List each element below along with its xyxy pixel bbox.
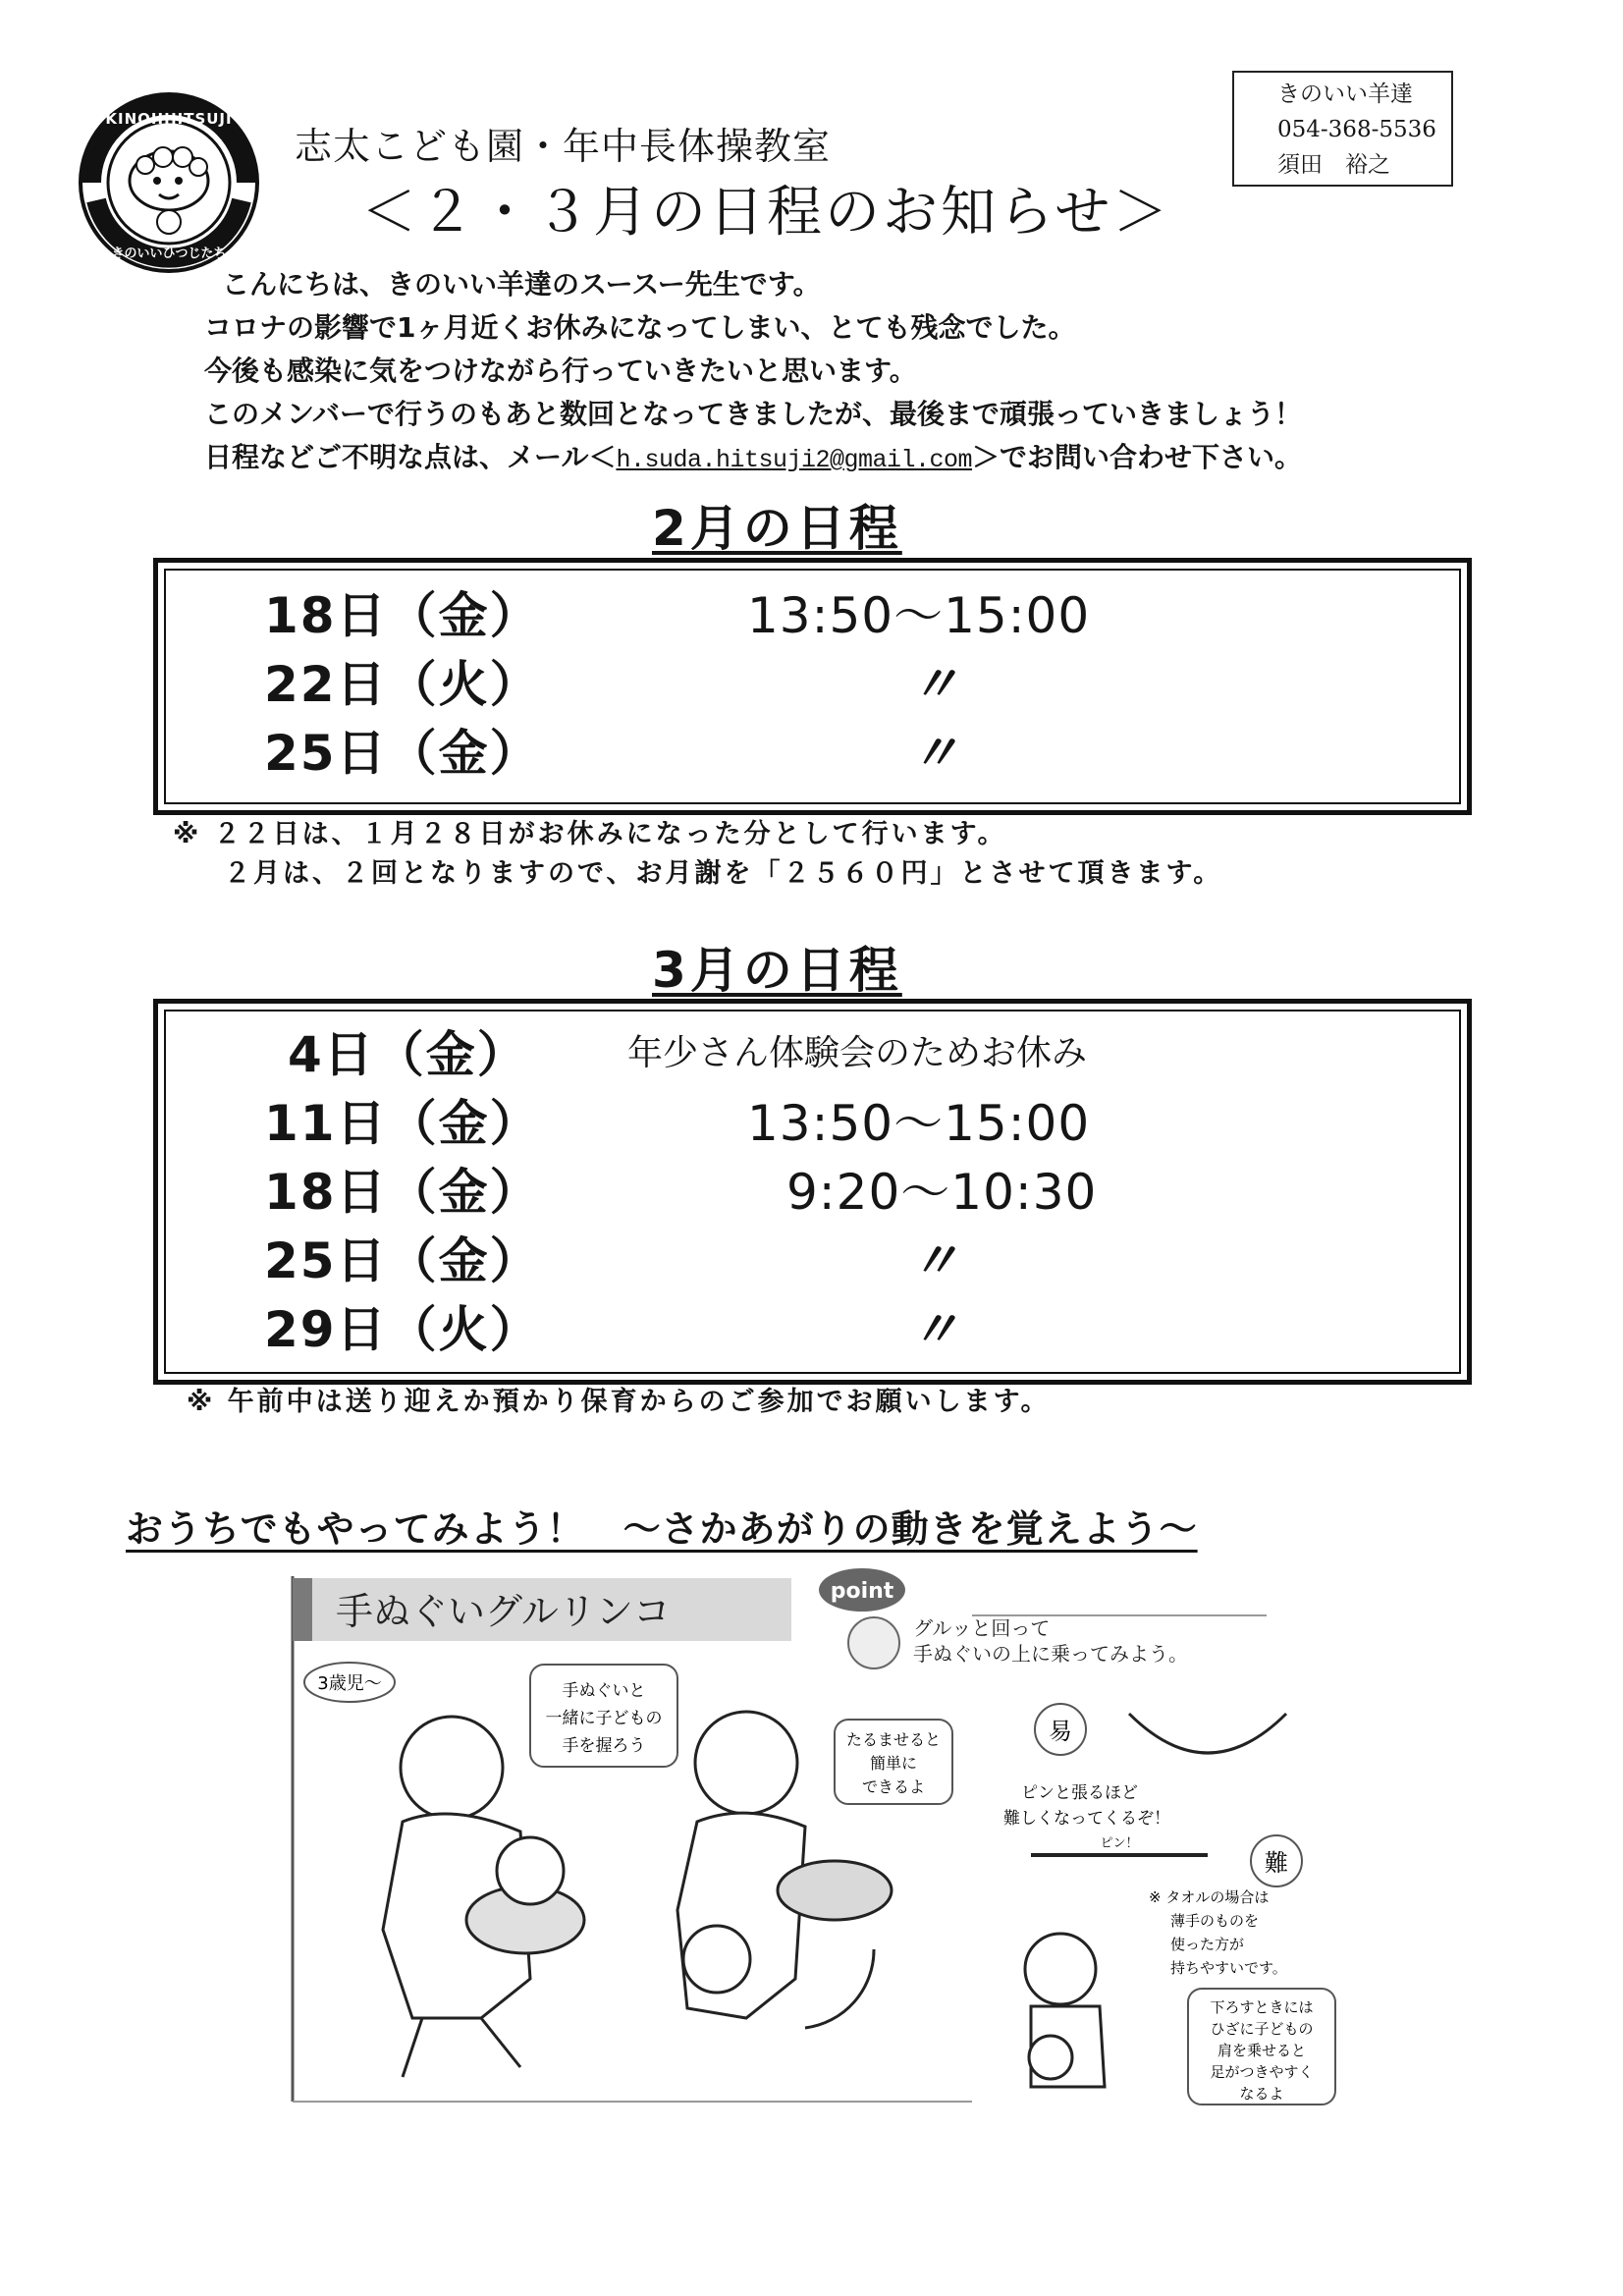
schedule-row xyxy=(166,645,1459,714)
activity-heading: おうちでもやってみよう！ 〜さかあがりの動きを覚えよう〜 xyxy=(126,1507,1198,1551)
pin-label: ピン！ xyxy=(1100,1836,1139,1851)
february-heading: 2月の日程 xyxy=(652,500,902,557)
schedule-day: 18日（金） xyxy=(264,1164,541,1221)
point-text: 手ぬぐいの上に乗ってみよう。 xyxy=(913,1642,1188,1666)
contact-phone: 054-368-5536 xyxy=(1277,117,1436,142)
schedule-row xyxy=(166,1222,1459,1290)
schedule-row xyxy=(166,1015,1459,1084)
tip-text: できるよ xyxy=(861,1777,926,1796)
svg-text:KINOIIHITSUJI: KINOIIHITSUJI xyxy=(105,110,233,128)
february-schedule-box xyxy=(153,558,1472,815)
schedule-day: 29日（火） xyxy=(264,1301,541,1358)
schedule-time: 13:50〜15:00 xyxy=(747,587,1091,644)
contact-person: 須田 裕之 xyxy=(1277,152,1390,178)
point-label: point xyxy=(830,1579,894,1604)
ditto-mark: 〃 xyxy=(910,1232,959,1289)
march-schedule-box xyxy=(153,999,1472,1385)
tip-text: ひざに子どもの xyxy=(1210,2020,1314,2038)
document-title: ＜２・３月の日程のお知らせ＞ xyxy=(361,181,1171,245)
towel-note-text: ※ タオルの場合は xyxy=(1149,1888,1270,1906)
ditto-mark: 〃 xyxy=(910,1301,959,1358)
schedule-row xyxy=(166,1084,1459,1153)
tip-text: 手を握ろう xyxy=(562,1736,646,1756)
schedule-day: 11日（金） xyxy=(264,1095,541,1152)
schedule-day: 4日（金） xyxy=(288,1026,528,1083)
march-note: ※ 午前中は送り迎えか預かり保育からのご参加でお願いします。 xyxy=(187,1387,1051,1417)
greeting-line: 今後も感染に気をつけながら行っていきたいと思います。 xyxy=(204,355,917,387)
greeting-line: このメンバーで行うのもあと数回となってきましたが、最後まで頑張っていきましょう！ xyxy=(204,398,1303,430)
ditto-mark: 〃 xyxy=(910,656,959,713)
schedule-time: 9:20〜10:30 xyxy=(786,1164,1098,1221)
towel-note-text: 持ちやすいです。 xyxy=(1170,1959,1287,1977)
towel-note-text: 使った方が xyxy=(1170,1936,1245,1953)
title-tab-stripe xyxy=(293,1578,312,1641)
towel-note-text: 薄手のものを xyxy=(1170,1912,1260,1930)
schedule-day: 25日（金） xyxy=(264,725,541,782)
hard-label: 難 xyxy=(1265,1849,1288,1877)
easy-label: 易 xyxy=(1049,1718,1072,1745)
schedule-day: 22日（火） xyxy=(264,656,541,713)
tip-text: 下ろすときには xyxy=(1210,1998,1314,2016)
greeting-line: コロナの影響で1ヶ月近くお休みになってしまい、とても残念でした。 xyxy=(204,311,1076,344)
tension-text: ピンと張るほど xyxy=(1021,1783,1138,1803)
contact-box xyxy=(1232,71,1453,187)
kinoii-hitsuji-logo xyxy=(77,90,261,275)
schedule-day: 18日（金） xyxy=(264,587,541,644)
greeting-line: こんにちは、きのいい羊達のスースー先生です。 xyxy=(222,268,821,301)
loose-towel-icon xyxy=(1129,1714,1286,1753)
school-name: 志太こども園・年中長体操教室 xyxy=(295,125,832,168)
activity-illustration xyxy=(285,1557,1394,2106)
schedule-day: 25日（金） xyxy=(264,1232,541,1289)
tip-text: 簡単に xyxy=(869,1754,918,1773)
march-heading: 3月の日程 xyxy=(652,942,902,999)
greeting-contact-prefix: 日程などご不明な点は、メール＜ xyxy=(204,441,617,473)
activity-title: 手ぬぐいグルリンコ xyxy=(336,1590,671,1633)
ditto-mark: 〃 xyxy=(910,725,959,782)
point-hand-icon xyxy=(848,1617,899,1668)
point-text: グルッと回って xyxy=(913,1616,1051,1640)
february-notes xyxy=(173,815,1222,894)
email-link[interactable]: h.suda.hitsuji2@gmail.com xyxy=(616,446,973,474)
tip-text: 手ぬぐいと xyxy=(562,1681,646,1701)
age-label: 3歳児〜 xyxy=(317,1673,382,1694)
schedule-time: 13:50〜15:00 xyxy=(747,1095,1091,1152)
greeting-contact-suffix: ＞でお問い合わせ下さい。 xyxy=(972,441,1303,473)
adult-and-child-figure-1 xyxy=(383,1717,584,2077)
adult-and-child-figure-3 xyxy=(1025,1934,1105,2087)
tip-text: 一緒に子どもの xyxy=(545,1709,663,1728)
greeting-line-contact xyxy=(204,436,1302,482)
tip-text: 肩を乗せると xyxy=(1217,2042,1307,2059)
schedule-row xyxy=(166,714,1459,783)
february-note-line: ２月は、２回となりますので、お月謝を「２５６０円」とさせて頂きます。 xyxy=(224,858,1223,889)
contact-org: きのいい羊達 xyxy=(1277,82,1413,107)
schedule-row xyxy=(166,1153,1459,1222)
svg-text:きのいいひつじたち: きのいいひつじたち xyxy=(111,246,227,261)
tip-text: 足がつきやすく xyxy=(1210,2063,1314,2081)
tension-text: 難しくなってくるぞ！ xyxy=(1003,1809,1170,1829)
greeting-paragraph xyxy=(204,263,1302,482)
tip-text: なるよ xyxy=(1239,2085,1284,2103)
tip-text: たるませると xyxy=(845,1730,942,1749)
schedule-row xyxy=(166,1290,1459,1359)
february-note-line: ※ ２２日は、１月２８日がお休みになった分として行います。 xyxy=(173,819,1007,849)
schedule-row xyxy=(166,576,1459,645)
schedule-closed-note: 年少さん体験会のためお休み xyxy=(627,1033,1088,1073)
